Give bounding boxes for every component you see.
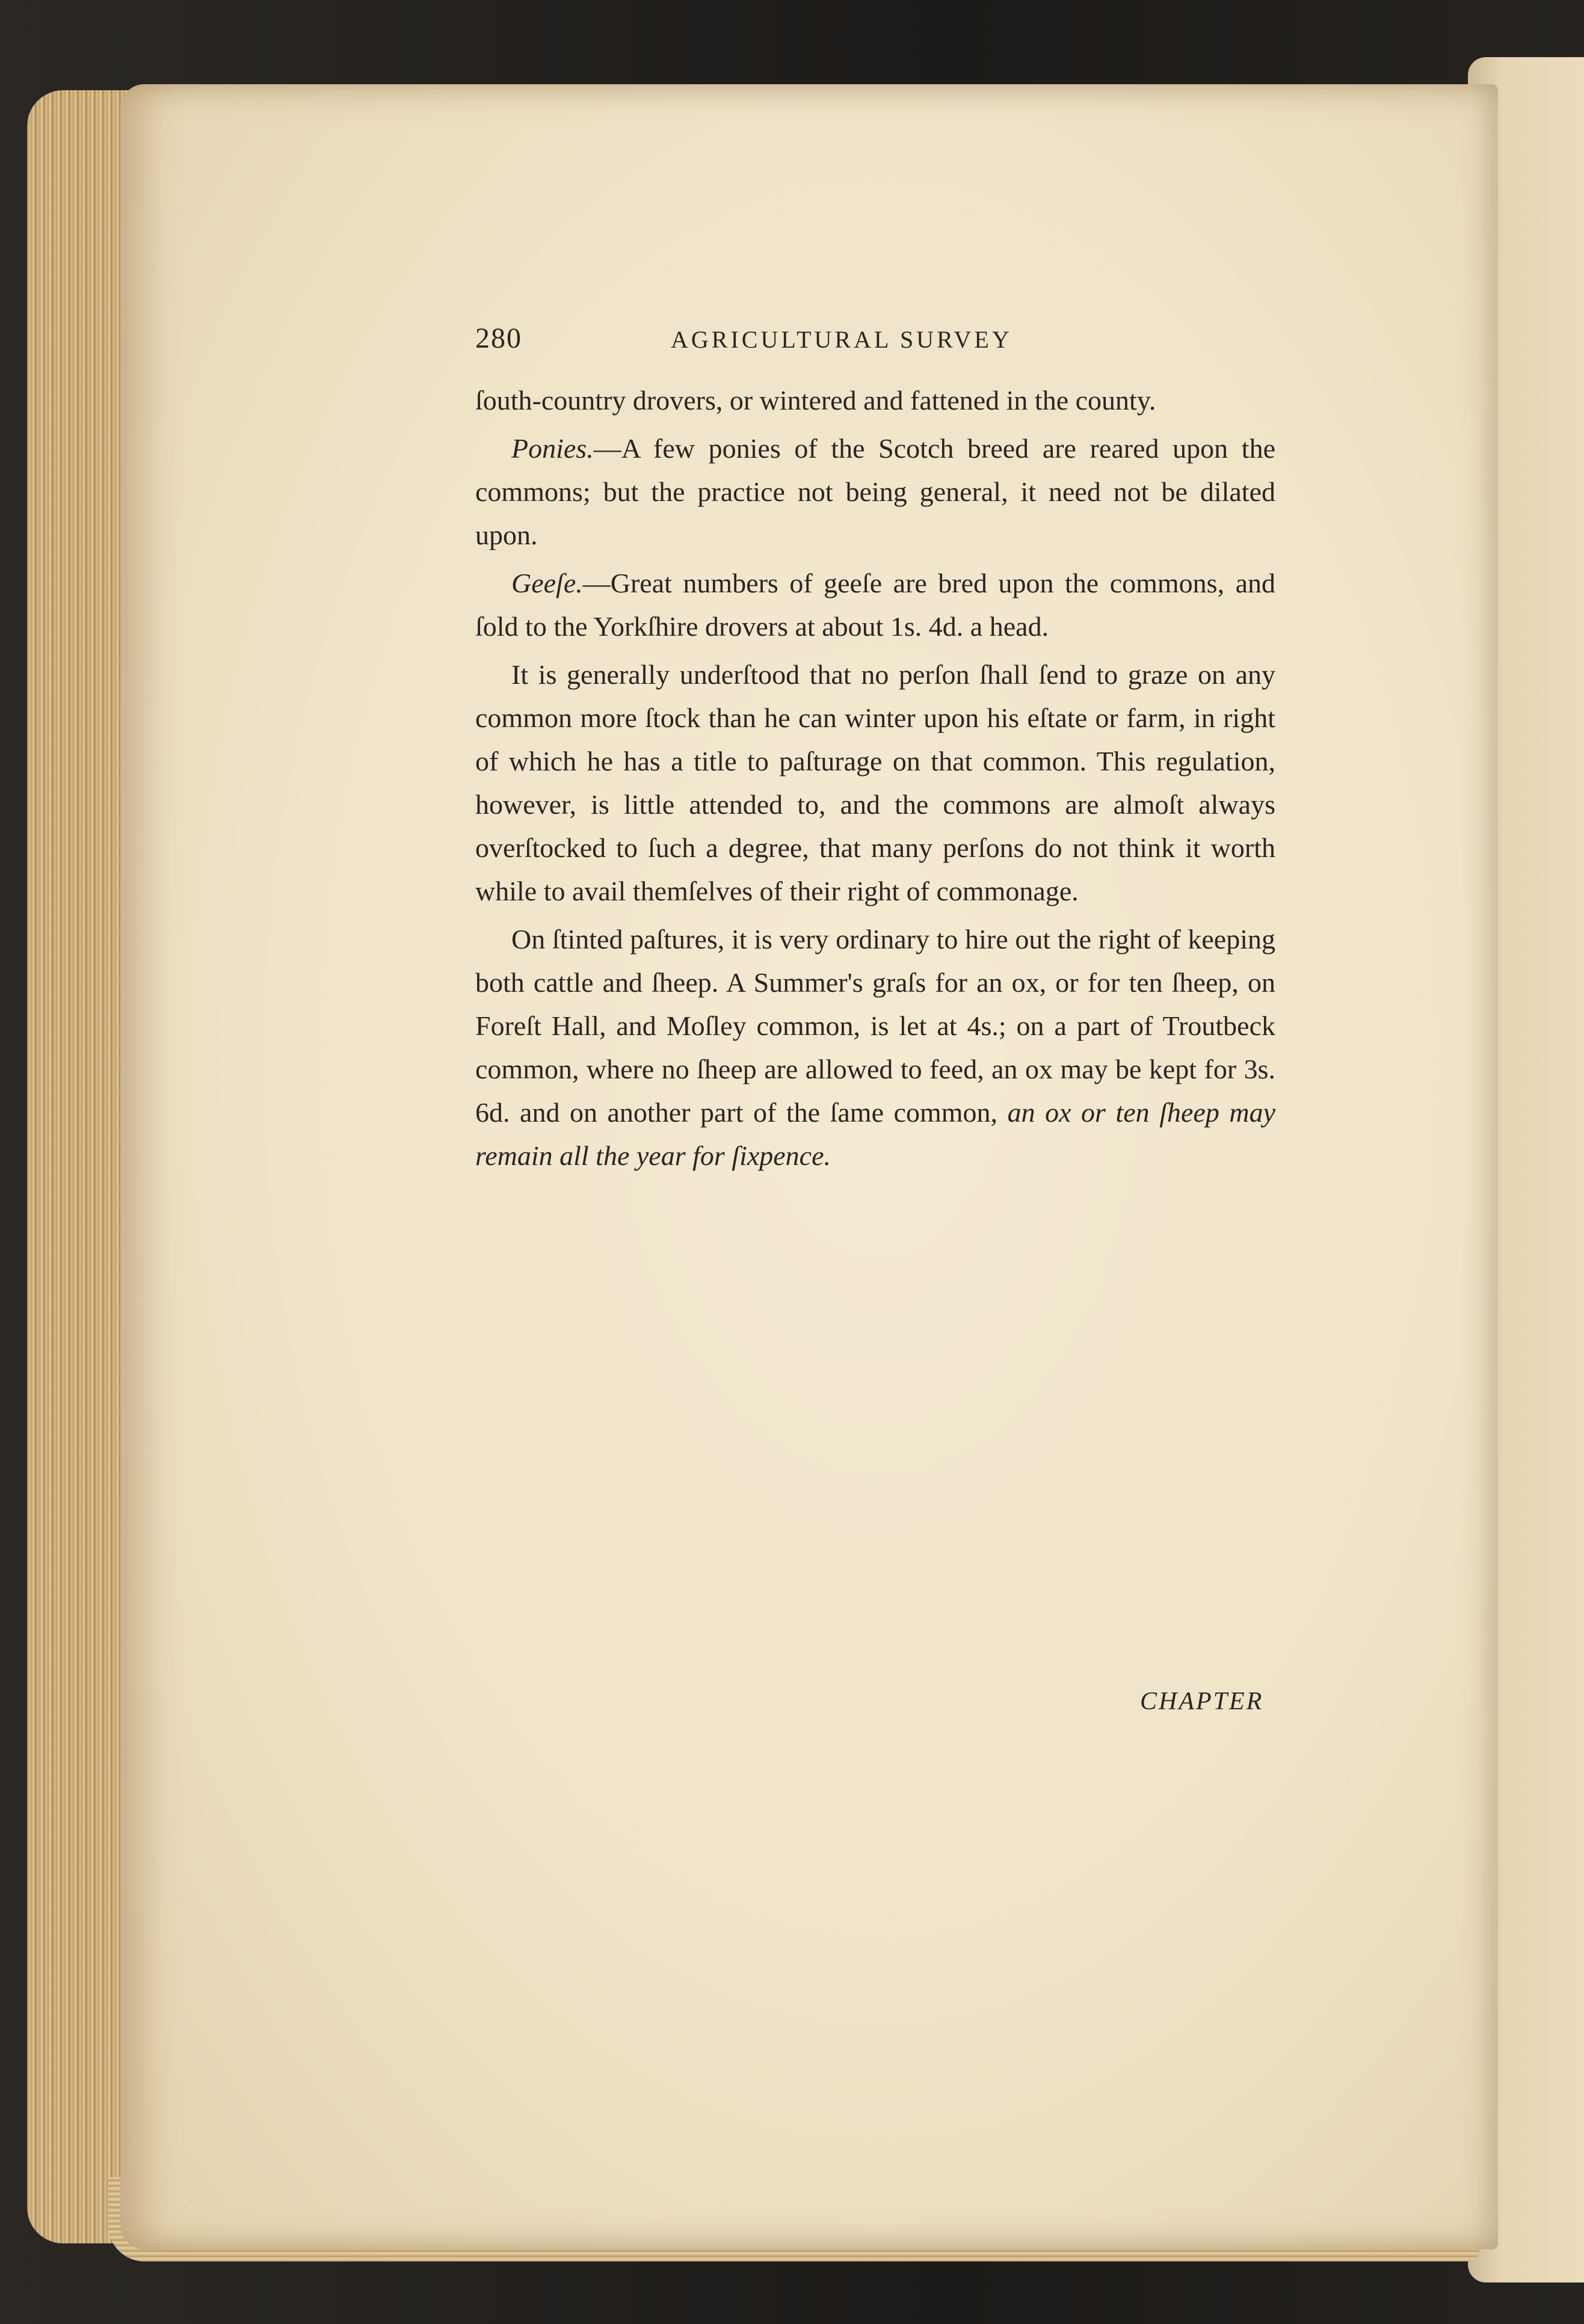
paragraph-text: —A few ponies of the Scotch breed are reared upon the commons; but the practice not being general, it need not be dilated upon. <box>475 433 1275 550</box>
paragraph-text: On ſtinted paſtures, it is very ordinary to hire out the right of keeping both cattle and ſheep. A Summer's graſs for an ox, or for ten ſheep, on Foreſt Hall, and Moſley common, is let at 4s.; on a part of Troutbeck common, where no ſheep are allowed to feed, an ox may be kept for 3s. 6d. and on another part of the ſame common, <box>475 924 1275 1128</box>
paragraph-text: It is generally underſtood that no perſon ſhall ſend to graze on any common more ſtock than he can winter upon his eſtate or farm, in right of which he has a title to paſturage on that common. This regulation, however, is little attended to, and the commons are almoſt always overſtocked to ſuch a degree, that many perſons do not think it worth while to avail themſelves of their right of commonage. <box>475 659 1275 906</box>
page-body <box>475 379 1275 1182</box>
paragraph-text: —Great numbers of geeſe are bred upon the commons, and ſold to the Yorkſhire drovers at about 1s. 4d. a head. <box>475 568 1275 642</box>
catchword: CHAPTER <box>1140 1688 1264 1715</box>
paragraph-stock-rule <box>475 653 1275 913</box>
paragraph-lead: Ponies. <box>511 433 594 464</box>
paragraph-stinted-pastures <box>475 918 1275 1178</box>
paragraph-italic-tail: an ox or ten ſheep may remain all the year for ſixpence. <box>475 1097 1275 1171</box>
page-number: 280 <box>475 322 522 354</box>
paragraph-lead: Geeſe. <box>511 568 583 598</box>
paragraph-continuation <box>475 379 1275 422</box>
paragraph-geese <box>475 562 1275 648</box>
paragraph-text: ſouth-country drovers, or wintered and fattened in the county. <box>475 385 1156 416</box>
page-header <box>475 322 1275 358</box>
running-head: AGRICULTURAL SURVEY <box>671 326 1012 353</box>
paragraph-ponies <box>475 427 1275 557</box>
